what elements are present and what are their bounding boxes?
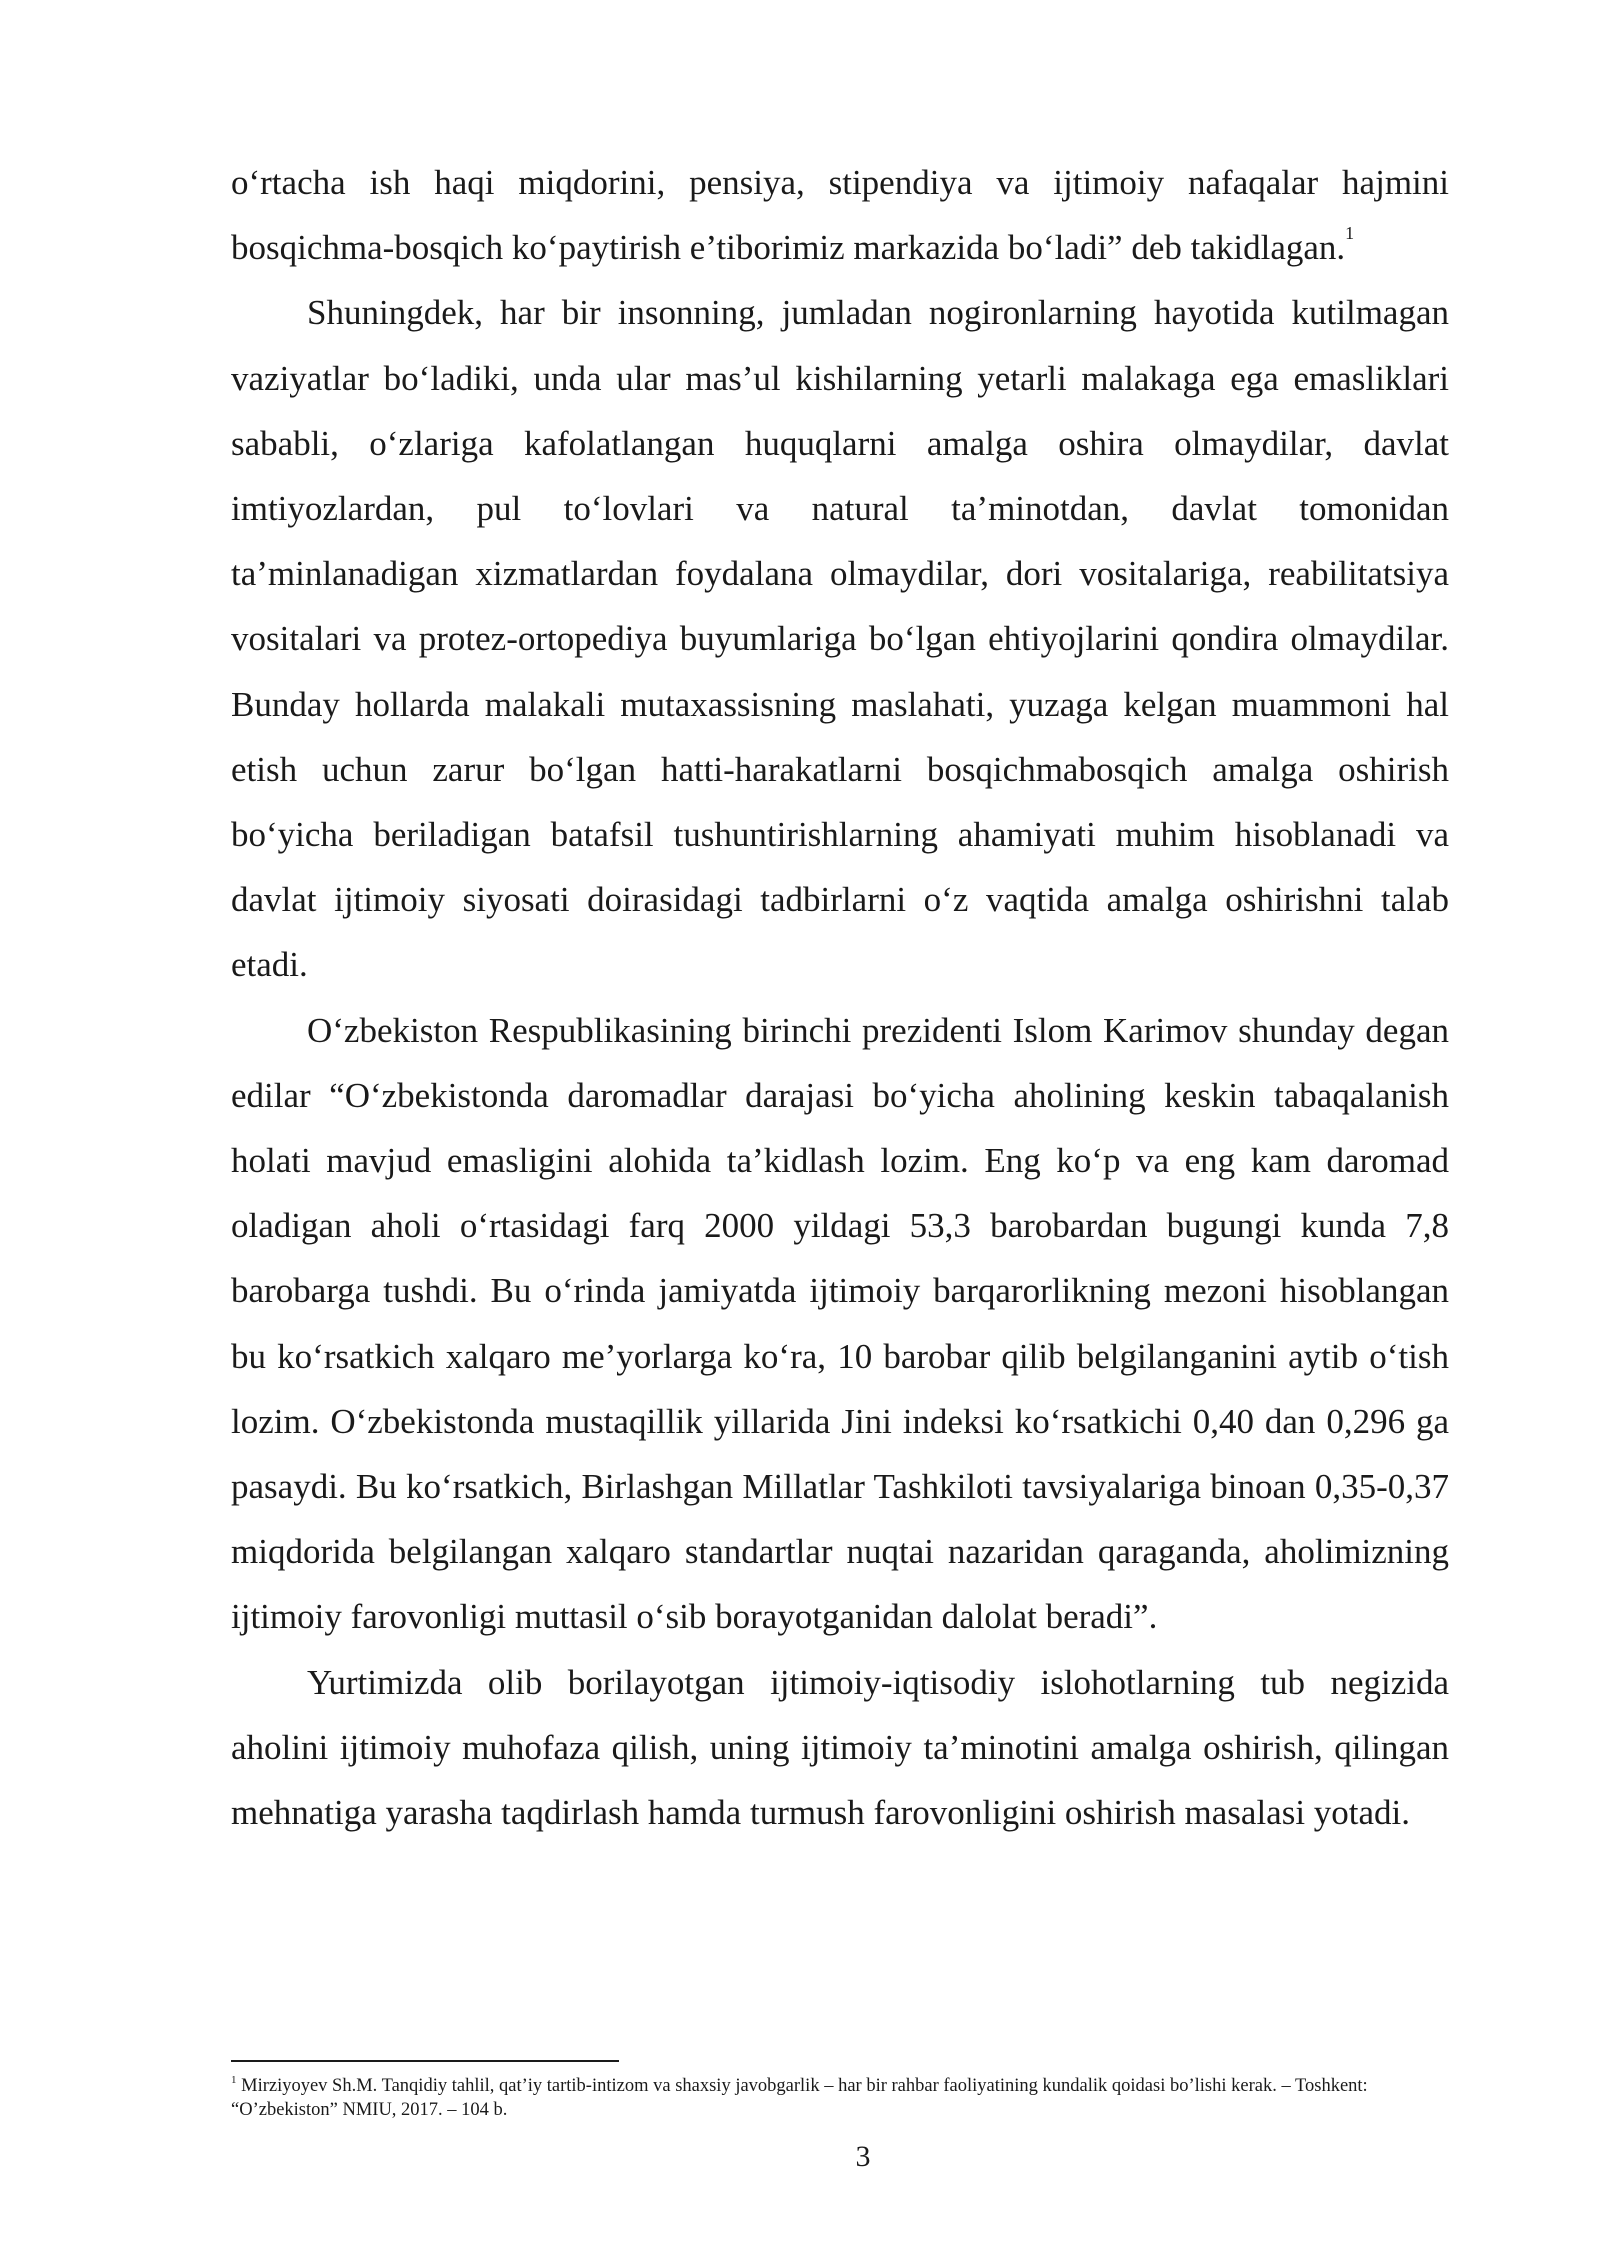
footnote-text: Mirziyoyev Sh.M. Tanqidiy tahlil, qat’iy tartib-intizom va shaxsiy javobgarlik – har bir rahbar faoliyatining kundalik qoidasi bo’lishi kerak. – Toshkent: “O’zbekiston” NMIU, 2017. – 104 b. — [231, 2076, 1368, 2120]
paragraph-4: Yurtimizda olib borilayotgan ijtimoiy-iqtisodiy islohotlarning tub negizida aholini ijtimoiy muhofaza qilish, uning ijtimoiy ta’minotini amalga oshirish, qilingan mehnatiga yarasha taqdirlash hamda turmush farovonligini oshirish masalasi yotadi. — [231, 1662, 1449, 1833]
body-text — [231, 150, 1449, 1845]
footnote — [231, 2074, 1471, 2122]
footnote-reference[interactable]: 1 — [1345, 223, 1355, 244]
footnote-marker: 1 — [231, 2074, 237, 2086]
page-number: 3 — [855, 2140, 871, 2173]
paragraph-1-text: o‘rtacha ish haqi miqdorini, pensiya, stipendiya va ijtimoiy nafaqalar hajmini bosqichma-bosqich ko‘paytirish e’tiborimiz markazida bo‘ladi” deb takidlagan. — [231, 163, 1449, 268]
paragraph-2: Shuningdek, har bir insonning, jumladan nogironlarning hayotida kutilmagan vaziyatlar bo‘ladiki, unda ular mas’ul kishilarning yetarli malakaga ega emasliklari sababli, o‘zlariga kafolatlangan huquqlarni amalga oshira olmaydilar, davlat imtiyozlardan, pul to‘lovlari va natural ta’minotdan, davlat tomonidan ta’minlanadigan xizmatlardan foydalana olmaydilar, dori vositalariga, reabilitatsiya vositalari va protez-ortopediya buyumlariga bo‘lgan ehtiyojlarini qondira olmaydilar. Bunday hollarda malakali mutaxassisning maslahati, yuzaga kelgan muammoni hal etish uchun zarur bo‘lgan hatti-harakatlarni bosqichmabosqich amalga oshirish bo‘yicha beriladigan batafsil tushuntirishlarning ahamiyati muhim hisoblanadi va davlat ijtimoiy siyosati doirasidagi tadbirlarni o‘z vaqtida amalga oshirishni talab etadi. — [231, 293, 1449, 985]
footnote-separator — [231, 2060, 619, 2062]
paragraph-1 — [231, 150, 1449, 280]
paragraph-3: O‘zbekiston Respublikasining birinchi prezidenti Islom Karimov shunday degan edilar “O‘zbekistonda daromadlar darajasi bo‘yicha aholining keskin tabaqalanish holati mavjud emasligini alohida ta’kidlash lozim. Eng ko‘p va eng kam daromad oladigan aholi o‘rtasidagi farq 2000 yildagi 53,3 barobardan bugungi kunda 7,8 barobarga tushdi. Bu o‘rinda jamiyatda ijtimoiy barqarorlikning mezoni hisoblangan bu ko‘rsatkich xalqaro me’yorlarga ko‘ra, 10 barobar qilib belgilanganini aytib o‘tish lozim. O‘zbekistonda mustaqillik yillarida Jini indeksi ko‘rsatkichi 0,40 dan 0,296 ga pasaydi. Bu ko‘rsatkich, Birlashgan Millatlar Tashkiloti tavsiyalariga binoan 0,35-0,37 miqdorida belgilangan xalqaro standartlar nuqtai nazaridan qaraganda, aholimizning ijtimoiy farovonligi muttasil o‘sib borayotganidan dalolat beradi”. — [231, 1010, 1449, 1637]
